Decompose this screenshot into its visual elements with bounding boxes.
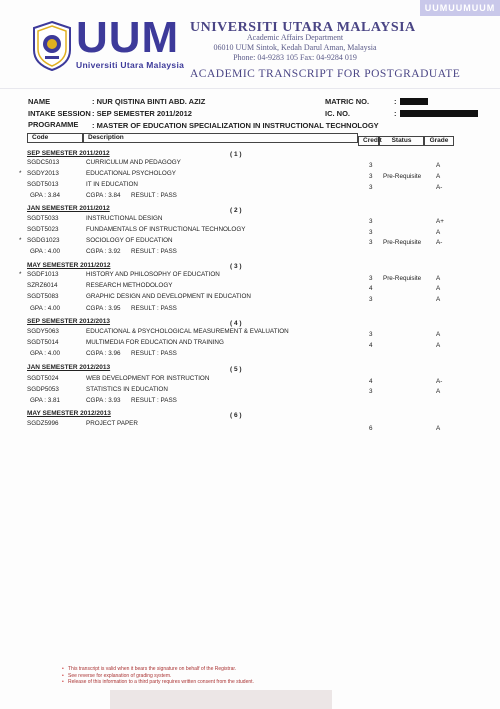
document-title: ACADEMIC TRANSCRIPT FOR POSTGRADUATE	[190, 68, 461, 80]
footer-note: • Release of this information to a third party requires written consent from the student.	[62, 679, 254, 686]
semester-title: JAN SEMESTER 2011/2012	[27, 205, 110, 212]
course-row	[0, 282, 500, 291]
semester-number: ( 1 )	[230, 151, 242, 158]
watermark-tag: UUMUUMUUM	[420, 0, 500, 16]
course-credit: 4	[369, 285, 373, 292]
cgpa-value: CGPA : 3.96	[86, 350, 121, 357]
course-credit: 6	[369, 425, 373, 432]
semester-number: ( 2 )	[230, 207, 242, 214]
course-code: SZRZ6014	[27, 282, 58, 289]
semester-number: ( 5 )	[230, 366, 242, 373]
course-status: Pre-Requisite	[383, 173, 422, 180]
course-credit: 3	[369, 218, 373, 225]
cgpa-value: CGPA : 3.92	[86, 248, 121, 255]
course-grade: A	[436, 425, 441, 432]
semester-number: ( 4 )	[230, 320, 242, 327]
course-row	[0, 215, 500, 224]
course-code: SGDT5033	[27, 215, 59, 222]
course-code: SGDP5053	[27, 386, 59, 393]
course-description: MULTIMEDIA FOR EDUCATION AND TRAINING	[86, 339, 224, 346]
course-code: SGDF1013	[27, 271, 59, 278]
intake-value: : SEP SEMESTER 2011/2012	[92, 109, 192, 118]
course-grade: A	[436, 162, 441, 169]
course-grade: A-	[436, 184, 443, 191]
ic-redaction	[400, 110, 478, 117]
course-description: CURRICULUM AND PEDAGOGY	[86, 159, 181, 166]
footer-note: • This transcript is valid when it bears the signature on behalf of the Registrar.	[62, 666, 254, 673]
course-grade: A	[436, 388, 441, 395]
course-code: SGDZ5996	[27, 420, 59, 427]
semester-title: JAN SEMESTER 2012/2013	[27, 364, 111, 371]
course-description: IT IN EDUCATION	[86, 181, 138, 188]
column-header-grade: Grade	[424, 136, 454, 146]
column-header-credit: Credit	[358, 136, 379, 146]
course-description: INSTRUCTIONAL DESIGN	[86, 215, 163, 222]
result-value: RESULT : PASS	[131, 350, 177, 357]
course-credit: 4	[369, 378, 373, 385]
course-code: SGDT5013	[27, 181, 59, 188]
course-description: HISTORY AND PHILOSOPHY OF EDUCATION	[86, 271, 220, 278]
department: Academic Affairs Department	[246, 33, 344, 42]
column-header-code: Code	[27, 133, 83, 143]
course-code: SGDY2013	[27, 170, 59, 177]
prereq-marker: *	[19, 271, 22, 278]
ic-colon: :	[394, 109, 397, 118]
course-grade: A	[436, 296, 441, 303]
result-value: RESULT : PASS	[131, 397, 177, 404]
semester-title: SEP SEMESTER 2011/2012	[27, 150, 110, 157]
course-grade: A	[436, 173, 441, 180]
result-value: RESULT : PASS	[131, 192, 177, 199]
course-code: SGDY5063	[27, 328, 59, 335]
prereq-marker: *	[19, 170, 22, 177]
course-credit: 3	[369, 331, 373, 338]
result-value: RESULT : PASS	[131, 305, 177, 312]
course-description: GRAPHIC DESIGN AND DEVELOPMENT IN EDUCATION	[86, 293, 251, 300]
semester-title: MAY SEMESTER 2011/2012	[27, 262, 111, 269]
cgpa-value: CGPA : 3.93	[86, 397, 121, 404]
course-credit: 3	[369, 296, 373, 303]
course-credit: 3	[369, 173, 373, 180]
course-credit: 3	[369, 184, 373, 191]
semester-number: ( 3 )	[230, 263, 242, 270]
course-status: Pre-Requisite	[383, 239, 422, 246]
gpa-value: GPA : 4.00	[30, 305, 60, 312]
matric-label: MATRIC NO.	[325, 97, 370, 106]
ic-label: IC. NO.	[325, 109, 351, 118]
uum-seal-icon	[30, 20, 74, 72]
course-row	[0, 375, 500, 384]
course-grade: A	[436, 285, 441, 292]
course-grade: A	[436, 342, 441, 349]
address-block	[190, 33, 400, 63]
course-description: RESEARCH METHODOLOGY	[86, 282, 173, 289]
course-description: PROJECT PAPER	[86, 420, 138, 427]
course-code: SGDT5024	[27, 375, 59, 382]
course-description: EDUCATIONAL & PSYCHOLOGICAL MEASUREMENT & EVALUATION	[86, 328, 289, 335]
course-description: EDUCATIONAL PSYCHOLOGY	[86, 170, 176, 177]
course-grade: A	[436, 331, 441, 338]
course-grade: A-	[436, 378, 443, 385]
course-row	[0, 271, 500, 280]
programme-label: PROGRAMME	[28, 120, 79, 129]
course-row	[0, 181, 500, 190]
course-description: WEB DEVELOPMENT FOR INSTRUCTION	[86, 375, 210, 382]
phone-fax: Phone: 04-9283 105 Fax: 04-9284 019	[233, 53, 357, 62]
course-row	[0, 170, 500, 179]
transcript-header	[0, 0, 500, 90]
course-row	[0, 386, 500, 395]
course-row	[0, 159, 500, 168]
course-credit: 3	[369, 239, 373, 246]
course-grade: A	[436, 229, 441, 236]
name-label: NAME	[28, 97, 51, 106]
cgpa-value: CGPA : 3.95	[86, 305, 121, 312]
header-divider	[0, 88, 500, 89]
semester-title: SEP SEMESTER 2012/2013	[27, 318, 110, 325]
address: 06010 UUM Sintok, Kedah Darul Aman, Malaysia	[213, 43, 377, 52]
footer-notes	[62, 666, 254, 686]
semester-number: ( 6 )	[230, 412, 242, 419]
course-row	[0, 328, 500, 337]
university-name: UNIVERSITI UTARA MALAYSIA	[190, 20, 416, 35]
logo-subtitle: Universiti Utara Malaysia	[76, 60, 185, 70]
gpa-value: GPA : 4.00	[30, 350, 60, 357]
course-row	[0, 237, 500, 246]
name-value: : NUR QISTINA BINTI ABD. AZIZ	[92, 97, 206, 106]
course-description: STATISTICS IN EDUCATION	[86, 386, 168, 393]
course-grade: A-	[436, 239, 443, 246]
intake-label: INTAKE SESSION	[28, 109, 91, 118]
footer-note: • See reverse for explanation of grading system.	[62, 673, 254, 680]
semester-title: MAY SEMESTER 2012/2013	[27, 410, 111, 417]
course-credit: 3	[369, 162, 373, 169]
course-row	[0, 293, 500, 302]
course-code: SGDC5013	[27, 159, 60, 166]
course-description: FUNDAMENTALS OF INSTRUCTIONAL TECHNOLOGY	[86, 226, 246, 233]
column-header-description: Description	[83, 133, 358, 143]
result-value: RESULT : PASS	[131, 248, 177, 255]
course-credit: 3	[369, 275, 373, 282]
course-row	[0, 226, 500, 235]
logo-text: UUM	[76, 13, 180, 62]
matric-redaction	[400, 98, 428, 105]
gpa-value: GPA : 3.84	[30, 192, 60, 199]
course-row	[0, 339, 500, 348]
cgpa-value: CGPA : 3.84	[86, 192, 121, 199]
gpa-value: GPA : 3.81	[30, 397, 60, 404]
course-code: SGDT5014	[27, 339, 59, 346]
course-credit: 3	[369, 229, 373, 236]
course-credit: 4	[369, 342, 373, 349]
course-status: Pre-Requisite	[383, 275, 422, 282]
course-code: SGDG1023	[27, 237, 60, 244]
course-grade: A	[436, 275, 441, 282]
course-credit: 3	[369, 388, 373, 395]
course-description: SOCIOLOGY OF EDUCATION	[86, 237, 173, 244]
course-code: SGDT5083	[27, 293, 59, 300]
footer-band	[110, 690, 332, 709]
programme-value: : MASTER OF EDUCATION SPECIALIZATION IN INSTRUCTIONAL TECHNOLOGY	[92, 121, 379, 130]
course-code: SGDT5023	[27, 226, 59, 233]
course-grade: A+	[436, 218, 444, 225]
course-row	[0, 420, 500, 432]
column-header-status: Status	[379, 136, 424, 146]
prereq-marker: *	[19, 237, 22, 244]
gpa-value: GPA : 4.00	[30, 248, 60, 255]
matric-colon: :	[394, 97, 397, 106]
